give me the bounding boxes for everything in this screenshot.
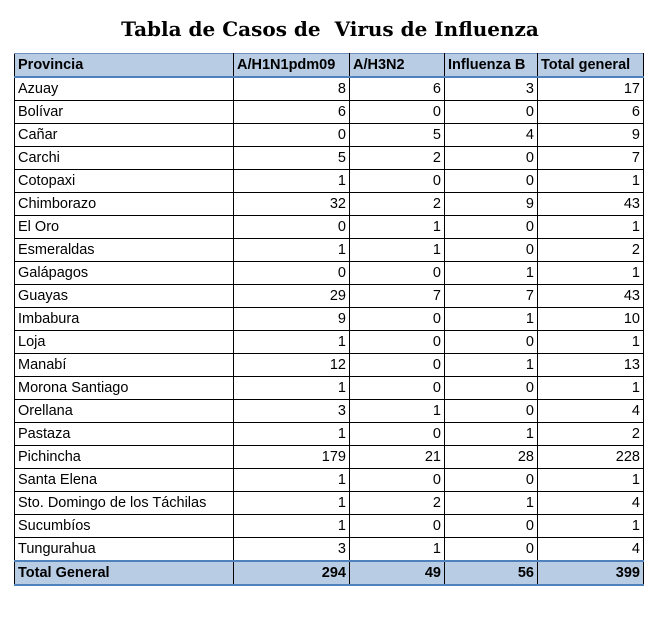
total-general-cell: 17 bbox=[538, 77, 644, 101]
table-row bbox=[15, 124, 644, 147]
header-row bbox=[15, 54, 644, 78]
h1n1pdm09-cell: 0 bbox=[234, 262, 350, 285]
h1n1pdm09-cell: 1 bbox=[234, 331, 350, 354]
table-footer bbox=[15, 561, 644, 585]
table-row bbox=[15, 170, 644, 193]
influenza-b-cell: 28 bbox=[445, 446, 538, 469]
h1n1pdm09-cell: 32 bbox=[234, 193, 350, 216]
h3n2-cell: 0 bbox=[350, 308, 445, 331]
influenza-b-cell: 0 bbox=[445, 239, 538, 262]
influenza-b-cell: 0 bbox=[445, 170, 538, 193]
total-general-cell: 43 bbox=[538, 193, 644, 216]
influenza-b-cell: 0 bbox=[445, 400, 538, 423]
provincia-cell: Bolívar bbox=[15, 101, 234, 124]
table-row bbox=[15, 239, 644, 262]
provincia-cell: Imbabura bbox=[15, 308, 234, 331]
influenza-b-cell: 0 bbox=[445, 101, 538, 124]
provincia-cell: Tungurahua bbox=[15, 538, 234, 562]
total-general-cell: 1 bbox=[538, 216, 644, 239]
h3n2-cell: 0 bbox=[350, 515, 445, 538]
h1n1pdm09-cell: 1 bbox=[234, 423, 350, 446]
total-general-cell: 43 bbox=[538, 285, 644, 308]
h3n2-cell: 1 bbox=[350, 538, 445, 562]
h1n1pdm09-cell: 29 bbox=[234, 285, 350, 308]
influenza-b-cell: 7 bbox=[445, 285, 538, 308]
table-row bbox=[15, 262, 644, 285]
h3n2-cell: 0 bbox=[350, 469, 445, 492]
influenza-b-cell: 9 bbox=[445, 193, 538, 216]
table-row bbox=[15, 354, 644, 377]
table-row bbox=[15, 469, 644, 492]
total-label: Total General bbox=[15, 561, 234, 585]
influenza-b-cell: 3 bbox=[445, 77, 538, 101]
table-row bbox=[15, 423, 644, 446]
total-general-cell: 1 bbox=[538, 515, 644, 538]
table-row bbox=[15, 193, 644, 216]
h3n2-cell: 1 bbox=[350, 239, 445, 262]
h3n2-cell: 2 bbox=[350, 193, 445, 216]
table-row bbox=[15, 101, 644, 124]
h3n2-cell: 0 bbox=[350, 377, 445, 400]
influenza-cases-table bbox=[14, 53, 644, 586]
h3n2-cell: 6 bbox=[350, 77, 445, 101]
total-general-cell: 6 bbox=[538, 101, 644, 124]
total-h1n1pdm09: 294 bbox=[234, 561, 350, 585]
table-row bbox=[15, 538, 644, 562]
h1n1pdm09-cell: 0 bbox=[234, 124, 350, 147]
influenza-b-cell: 0 bbox=[445, 377, 538, 400]
h3n2-cell: 0 bbox=[350, 331, 445, 354]
h1n1pdm09-cell: 1 bbox=[234, 469, 350, 492]
h1n1pdm09-cell: 1 bbox=[234, 170, 350, 193]
total-general-cell: 1 bbox=[538, 377, 644, 400]
h1n1pdm09-cell: 3 bbox=[234, 400, 350, 423]
influenza-b-cell: 1 bbox=[445, 492, 538, 515]
table-row bbox=[15, 492, 644, 515]
influenza-b-cell: 0 bbox=[445, 538, 538, 562]
h3n2-cell: 21 bbox=[350, 446, 445, 469]
total-row bbox=[15, 561, 644, 585]
total-general-cell: 10 bbox=[538, 308, 644, 331]
column-header-influenza-b: Influenza B bbox=[445, 54, 538, 78]
h3n2-cell: 1 bbox=[350, 400, 445, 423]
provincia-cell: Guayas bbox=[15, 285, 234, 308]
influenza-b-cell: 0 bbox=[445, 515, 538, 538]
table-row bbox=[15, 515, 644, 538]
provincia-cell: Cotopaxi bbox=[15, 170, 234, 193]
total-general-cell: 7 bbox=[538, 147, 644, 170]
h1n1pdm09-cell: 1 bbox=[234, 515, 350, 538]
provincia-cell: El Oro bbox=[15, 216, 234, 239]
provincia-cell: Manabí bbox=[15, 354, 234, 377]
total-general-cell: 2 bbox=[538, 423, 644, 446]
total-general-cell: 1 bbox=[538, 262, 644, 285]
influenza-b-cell: 1 bbox=[445, 423, 538, 446]
h3n2-cell: 1 bbox=[350, 216, 445, 239]
total-general-cell: 1 bbox=[538, 331, 644, 354]
h1n1pdm09-cell: 179 bbox=[234, 446, 350, 469]
h1n1pdm09-cell: 12 bbox=[234, 354, 350, 377]
influenza-b-cell: 0 bbox=[445, 331, 538, 354]
influenza-b-cell: 0 bbox=[445, 469, 538, 492]
total-general-cell: 4 bbox=[538, 538, 644, 562]
provincia-cell: Galápagos bbox=[15, 262, 234, 285]
provincia-cell: Santa Elena bbox=[15, 469, 234, 492]
total-general-cell: 1 bbox=[538, 469, 644, 492]
h1n1pdm09-cell: 1 bbox=[234, 239, 350, 262]
provincia-cell: Esmeraldas bbox=[15, 239, 234, 262]
influenza-b-cell: 0 bbox=[445, 147, 538, 170]
total-general-cell: 2 bbox=[538, 239, 644, 262]
table-row bbox=[15, 446, 644, 469]
h3n2-cell: 0 bbox=[350, 423, 445, 446]
h3n2-cell: 7 bbox=[350, 285, 445, 308]
influenza-b-cell: 4 bbox=[445, 124, 538, 147]
table-row bbox=[15, 285, 644, 308]
influenza-b-cell: 1 bbox=[445, 354, 538, 377]
provincia-cell: Pichincha bbox=[15, 446, 234, 469]
provincia-cell: Pastaza bbox=[15, 423, 234, 446]
provincia-cell: Morona Santiago bbox=[15, 377, 234, 400]
h1n1pdm09-cell: 6 bbox=[234, 101, 350, 124]
total-general-cell: 1 bbox=[538, 170, 644, 193]
provincia-cell: Azuay bbox=[15, 77, 234, 101]
provincia-cell: Cañar bbox=[15, 124, 234, 147]
provincia-cell: Chimborazo bbox=[15, 193, 234, 216]
total-general-cell: 4 bbox=[538, 492, 644, 515]
h3n2-cell: 2 bbox=[350, 147, 445, 170]
table-row bbox=[15, 400, 644, 423]
influenza-b-cell: 0 bbox=[445, 216, 538, 239]
influenza-b-cell: 1 bbox=[445, 308, 538, 331]
h3n2-cell: 0 bbox=[350, 262, 445, 285]
total-general-cell: 228 bbox=[538, 446, 644, 469]
total-general-cell: 9 bbox=[538, 124, 644, 147]
h3n2-cell: 5 bbox=[350, 124, 445, 147]
table-body bbox=[15, 77, 644, 561]
provincia-cell: Sucumbíos bbox=[15, 515, 234, 538]
column-header-h3n2: A/H3N2 bbox=[350, 54, 445, 78]
provincia-cell: Orellana bbox=[15, 400, 234, 423]
h3n2-cell: 0 bbox=[350, 101, 445, 124]
h1n1pdm09-cell: 8 bbox=[234, 77, 350, 101]
h3n2-cell: 0 bbox=[350, 354, 445, 377]
table-row bbox=[15, 377, 644, 400]
total-general-cell: 13 bbox=[538, 354, 644, 377]
provincia-cell: Loja bbox=[15, 331, 234, 354]
h1n1pdm09-cell: 5 bbox=[234, 147, 350, 170]
total-h3n2: 49 bbox=[350, 561, 445, 585]
influenza-b-cell: 1 bbox=[445, 262, 538, 285]
table-header bbox=[15, 54, 644, 78]
h1n1pdm09-cell: 0 bbox=[234, 216, 350, 239]
h3n2-cell: 2 bbox=[350, 492, 445, 515]
table-row bbox=[15, 216, 644, 239]
h1n1pdm09-cell: 3 bbox=[234, 538, 350, 562]
table-row bbox=[15, 77, 644, 101]
table-row bbox=[15, 147, 644, 170]
total-general-cell: 4 bbox=[538, 400, 644, 423]
total-influenza-b: 56 bbox=[445, 561, 538, 585]
table-row bbox=[15, 331, 644, 354]
column-header-total-general: Total general bbox=[538, 54, 644, 78]
provincia-cell: Carchi bbox=[15, 147, 234, 170]
page-title: Tabla de Casos de Virus de Influenza bbox=[121, 17, 539, 41]
provincia-cell: Sto. Domingo de los Táchilas bbox=[15, 492, 234, 515]
table-row bbox=[15, 308, 644, 331]
h1n1pdm09-cell: 1 bbox=[234, 492, 350, 515]
h1n1pdm09-cell: 1 bbox=[234, 377, 350, 400]
column-header-provincia: Provincia bbox=[15, 54, 234, 78]
column-header-h1n1pdm09: A/H1N1pdm09 bbox=[234, 54, 350, 78]
total-general: 399 bbox=[538, 561, 644, 585]
h3n2-cell: 0 bbox=[350, 170, 445, 193]
h1n1pdm09-cell: 9 bbox=[234, 308, 350, 331]
